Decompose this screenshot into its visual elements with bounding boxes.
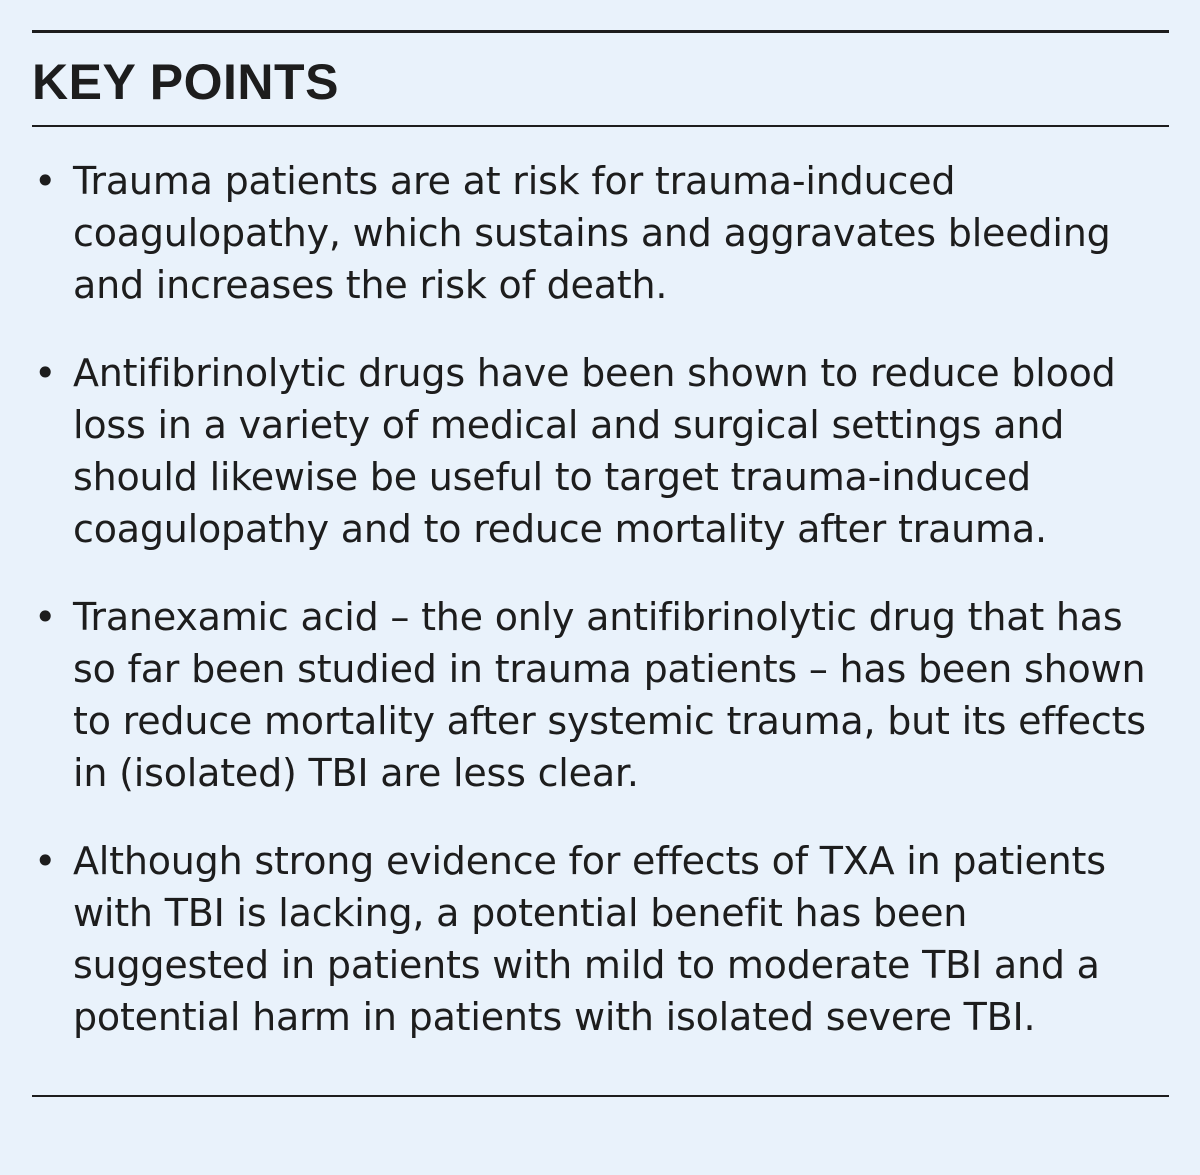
panel-heading: KEY POINTS [32, 54, 339, 110]
top-divider [32, 30, 1169, 33]
key-point-text: Trauma patients are at risk for trauma-induced coagulopathy, which sustains and aggravates bleeding and increases the risk of death. [73, 159, 1111, 307]
key-points-list [32, 155, 1169, 1043]
key-point-item [32, 347, 1169, 555]
bottom-divider [32, 1095, 1169, 1097]
key-point-text: Antifibrinolytic drugs have been shown to reduce blood loss in a variety of medical and surgical settings and should likewise be useful to target trauma-induced coagulopathy and to reduce mortality after trauma. [73, 351, 1116, 551]
key-point-item [32, 155, 1169, 311]
key-point-text: Tranexamic acid – the only antifibrinolytic drug that has so far been studied in trauma patients – has been shown to reduce mortality after systemic trauma, but its effects in (isolated) TBI are less clear. [73, 595, 1146, 795]
key-points-panel [32, 30, 1169, 1079]
key-point-item [32, 591, 1169, 799]
key-point-text: Although strong evidence for effects of TXA in patients with TBI is lacking, a potential benefit has been suggested in patients with mild to moderate TBI and a potential harm in patients with isolated severe TBI. [73, 839, 1106, 1039]
bullet-icon: • [34, 159, 57, 203]
bullet-icon: • [34, 595, 57, 639]
heading-divider [32, 125, 1169, 127]
bullet-icon: • [34, 351, 57, 395]
bullet-icon: • [34, 839, 57, 883]
key-point-item [32, 835, 1169, 1043]
